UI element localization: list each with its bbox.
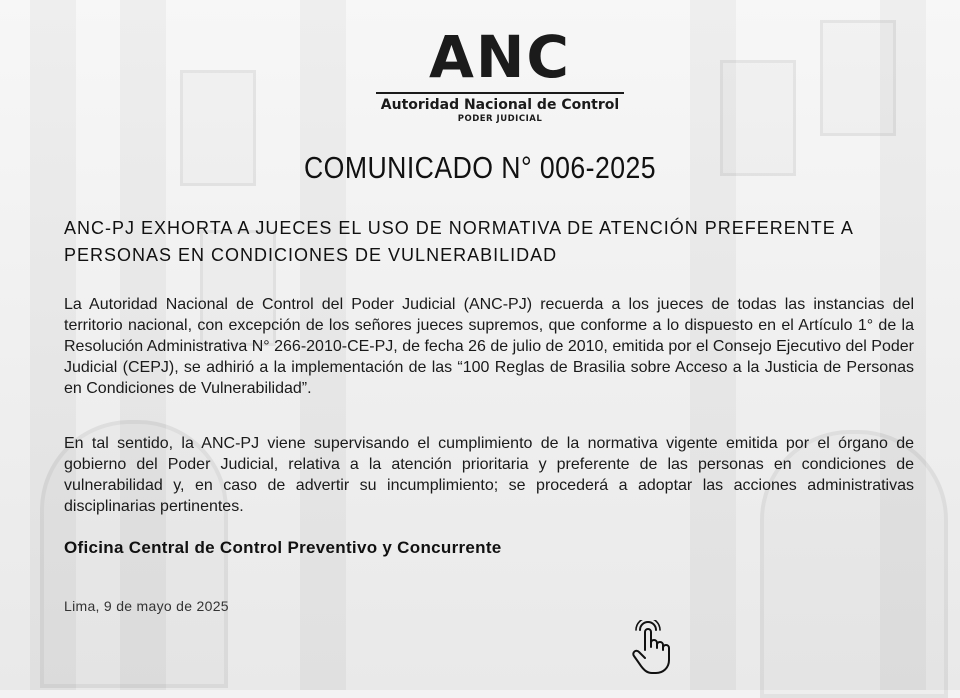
page-title: COMUNICADO N° 006-2025 <box>303 150 656 185</box>
signature: Oficina Central de Control Preventivo y Concurrente <box>64 538 502 557</box>
date-line: Lima, 9 de mayo de 2025 <box>64 598 229 614</box>
subtitle-heading: ANC-PJ EXHORTA A JUECES EL USO DE NORMATIVA DE ATENCIÓN PREFERENTE A PERSONAS EN CONDICIONES DE VULNERABILIDAD <box>64 218 853 265</box>
logo-text: ANC <box>429 23 571 91</box>
logo-subtitle-2: PODER JUDICIAL <box>457 114 543 124</box>
hand-pointer-icon[interactable] <box>628 620 676 676</box>
logo-subtitle: Autoridad Nacional de Control <box>380 97 620 113</box>
paragraph-2: En tal sentido, la ANC-PJ viene supervisando el cumplimiento de la normativa vigente emitida por el órgano de gobierno del Poder Judicial, relativa a la atención prioritaria y preferente de las personas en condiciones de vulnerabilidad y, en caso de advertir su incumplimiento; se procederá a adoptar las acciones administrativas disciplinarias pertinentes. <box>64 435 914 515</box>
paragraph-1: La Autoridad Nacional de Control del Poder Judicial (ANC-PJ) recuerda a los jueces de todas las instancias del territorio nacional, con excepción de los señores jueces supremos, que conforme a lo dispuesto en el Artículo 1° de la Resolución Administrativa N° 266-2010-CE-PJ, de fecha 26 de julio de 2010, emitida por el Consejo Ejecutivo del Poder Judicial (CEPJ), se adhirió a la implementación de las “100 Reglas de Brasilia sobre Acceso a la Justicia de Personas en Condiciones de Vulnerabilidad”. <box>64 296 914 397</box>
anc-logo <box>370 23 630 124</box>
logo-divider <box>376 92 624 94</box>
